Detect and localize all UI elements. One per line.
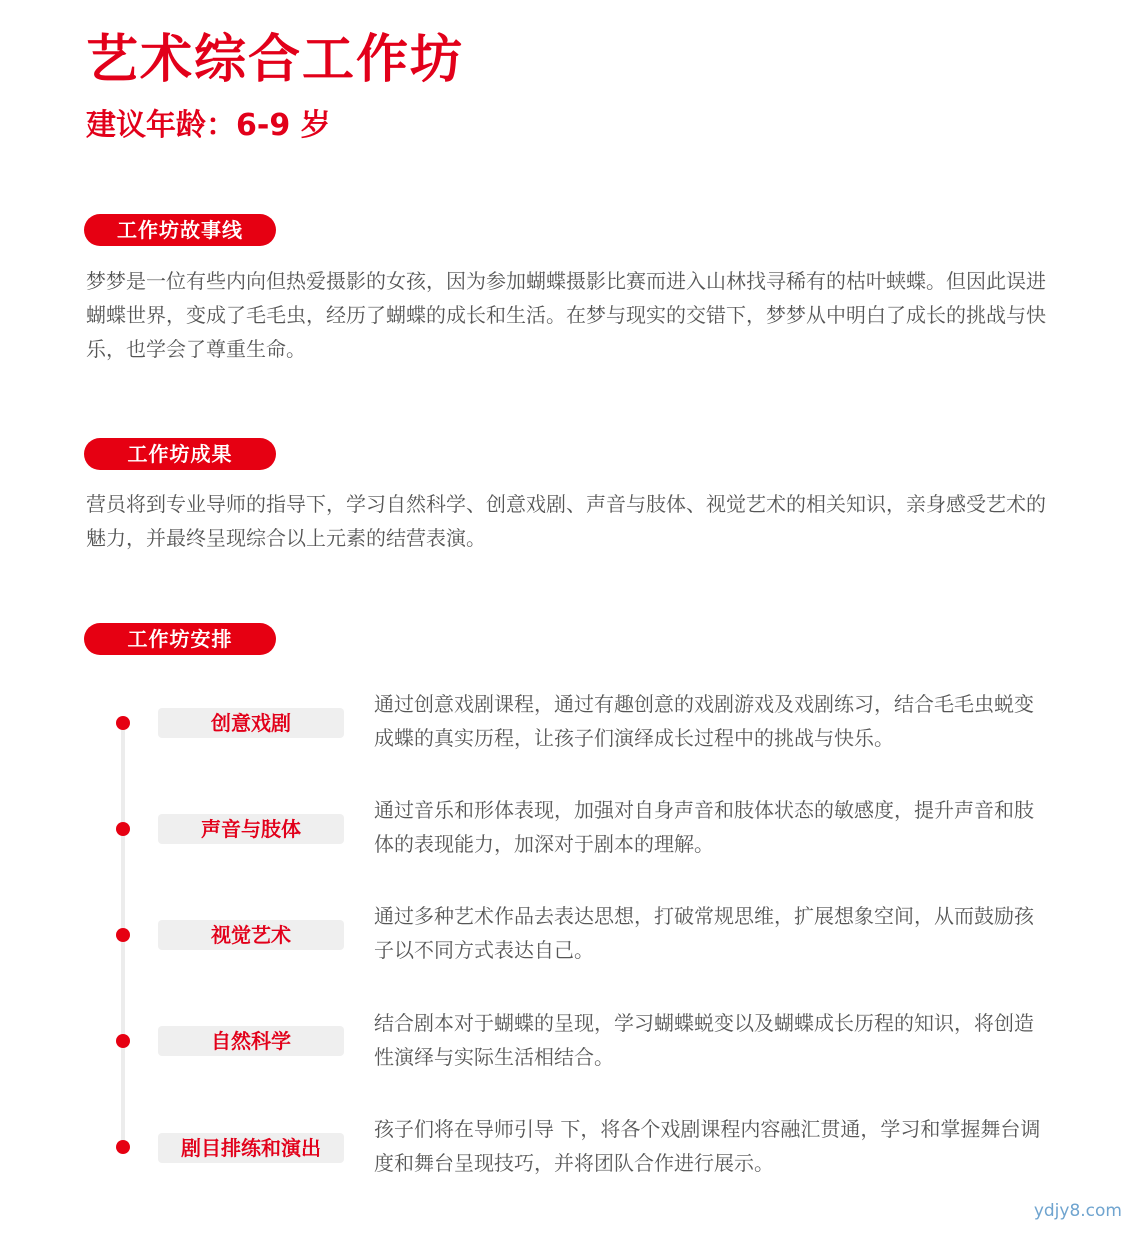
schedule-tag-visual-art: 视觉艺术 (158, 920, 344, 950)
timeline-dot (116, 822, 130, 836)
section-label-story: 工作坊故事线 (84, 214, 276, 246)
schedule-desc-voice-body: 通过音乐和形体表现，加强对自身声音和肢体状态的敏感度，提升声音和肢体的表现能力，加深对于剧本的理解。 (374, 798, 1034, 856)
schedule-tag-voice-body: 声音与肢体 (158, 814, 344, 844)
story-text: 梦梦是一位有些内向但热爱摄影的女孩，因为参加蝴蝶摄影比赛而进入山林找寻稀有的枯叶蛱蝶。但因此误进蝴蝶世界，变成了毛毛虫，经历了蝴蝶的成长和生活。在梦与现实的交错下，梦梦从中明白了成长的挑战与快乐，也学会了尊重生命。 (86, 269, 1046, 361)
timeline-dot (116, 928, 130, 942)
section-label-schedule: 工作坊安排 (84, 623, 276, 655)
schedule-desc-science: 结合剧本对于蝴蝶的呈现，学习蝴蝶蜕变以及蝴蝶成长历程的知识，将创造性演绎与实际生活相结合。 (374, 1011, 1034, 1069)
schedule-desc-performance: 孩子们将在导师引导 下，将各个戏剧课程内容融汇贯通，学习和掌握舞台调度和舞台呈现技巧，并将团队合作进行展示。 (374, 1117, 1041, 1175)
timeline-dot (116, 716, 130, 730)
schedule-tag-drama: 创意戏剧 (158, 708, 344, 738)
page-title: 艺术综合工作坊 (86, 30, 465, 90)
section-label-results: 工作坊成果 (84, 438, 276, 470)
schedule-desc-drama: 通过创意戏剧课程，通过有趣创意的戏剧游戏及戏剧练习，结合毛毛虫蜕变成蝶的真实历程，让孩子们演绎成长过程中的挑战与快乐。 (374, 692, 1034, 750)
timeline-dot (116, 1140, 130, 1154)
watermark: ydjy8.com (1033, 1201, 1122, 1221)
recommended-age: 建议年龄：6-9 岁 (86, 108, 331, 143)
schedule-desc-visual-art: 通过多种艺术作品去表达思想，打破常规思维，扩展想象空间，从而鼓励孩子以不同方式表达自己。 (374, 904, 1034, 962)
timeline-dot (116, 1034, 130, 1048)
schedule-tag-science: 自然科学 (158, 1026, 344, 1056)
results-text: 营员将到专业导师的指导下，学习自然科学、创意戏剧、声音与肢体、视觉艺术的相关知识，亲身感受艺术的魅力，并最终呈现综合以上元素的结营表演。 (86, 492, 1046, 550)
schedule-tag-performance: 剧目排练和演出 (158, 1133, 344, 1163)
